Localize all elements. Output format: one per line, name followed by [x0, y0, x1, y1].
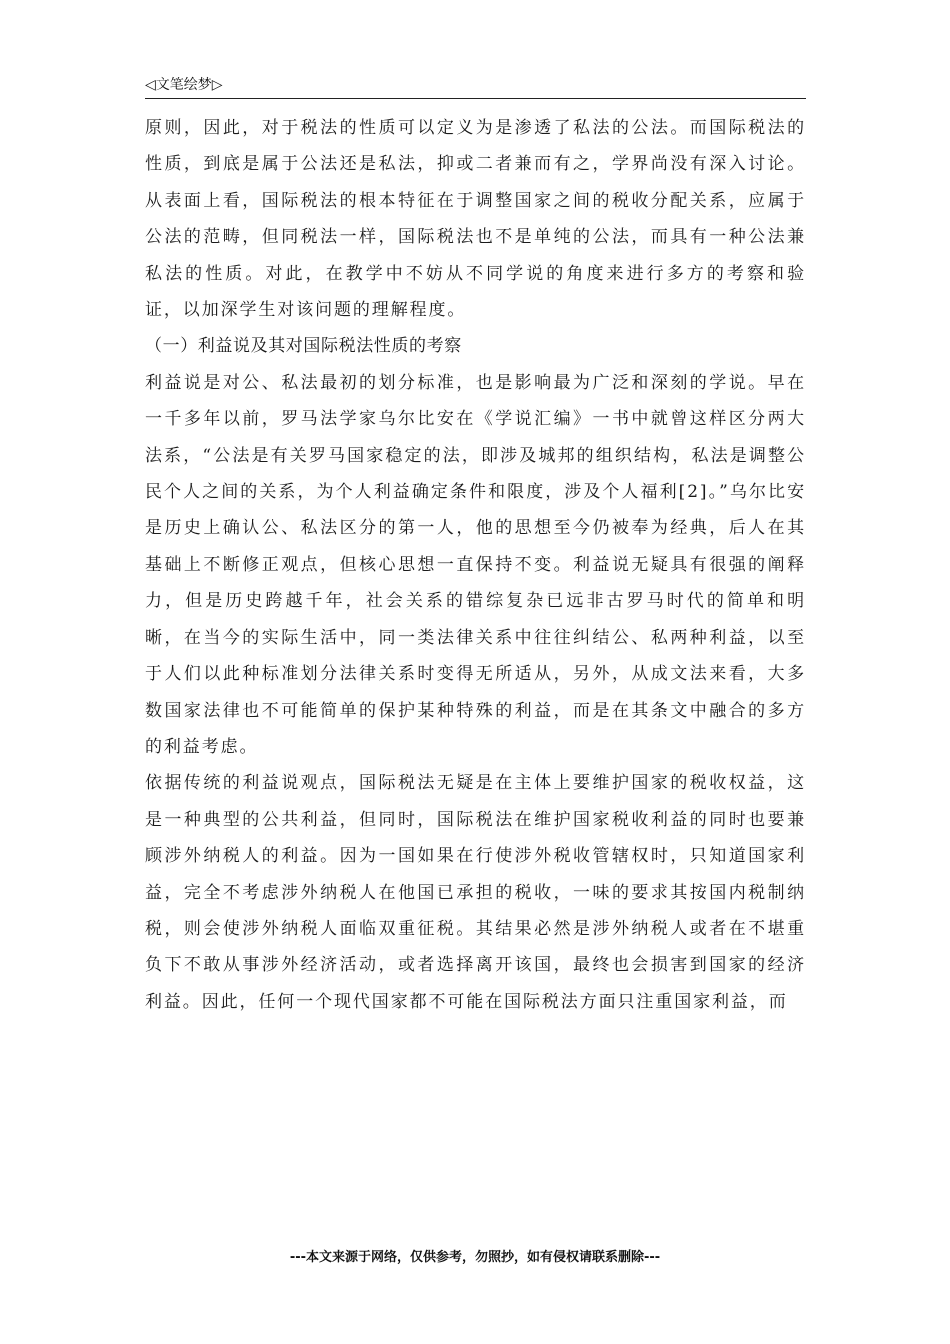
paragraph-legal-nature: 原则，因此，对于税法的性质可以定义为是渗透了私法的公法。而国际税法的性质，到底是属于公法还是私法，抑或二者兼而有之，学界尚没有深入讨论。从表面上看，国际税法的根本特征在于调整国家之间的税收分配关系，应属于公法的范畴，但同税法一样，国际税法也不是单纯的公法，而具有一种公法兼私法的性质。对此，在教学中不妨从不同学说的角度来进行多方的考察和验证，以加深学生对该问题的理解程度。 [145, 118, 806, 321]
paragraph-benefit-theory: 利益说是对公、私法最初的划分标准，也是影响最为广泛和深刻的学说。早在一千多年以前，罗马法学家乌尔比安在《学说汇编》一书中就曾这样区分两大法系，“公法是有关罗马国家稳定的法，即涉及城邦的组织结构，私法是调整公民个人之间的关系，为个人利益确定条件和限度，涉及个人福利[2]。”乌尔比安是历史上确认公、私法区分的第一人，他的思想至今仍被奉为经典，后人在其基础上不断修正观点，但核心思想一直保持不变。利益说无疑具有很强的阐释力，但是历史跨越千年，社会关系的错综复杂已远非古罗马时代的简单和明晰，在当今的实际生活中，同一类法律关系中往往纠结公、私两种利益，以至于人们以此种标准划分法律关系时变得无所适从，另外，从成文法来看，大多数国家法律也不可能简单的保护某种特殊的利益，而是在其条文中融合的多方的利益考虑。 [145, 372, 806, 757]
document-body [145, 110, 806, 1020]
header-title: ◁文笔绘梦▷ [145, 77, 223, 93]
page-footer-notice: ---本文来源于网络，仅供参考，勿照抄，如有侵权请联系删除--- [289, 1250, 661, 1265]
section-heading-benefit-theory: （一）利益说及其对国际税法性质的考察 [145, 336, 462, 357]
paragraph-traditional-view: 依据传统的利益说观点，国际税法无疑是在主体上要维护国家的税收权益，这是一种典型的公共利益，但同时，国际税法在维护国家税收利益的同时也要兼顾涉外纳税人的利益。因为一国如果在行使涉外税收管辖权时，只知道国家利益，完全不考虑涉外纳税人在他国已承担的税收，一味的要求其按国内税制纳税，则会使涉外纳税人面临双重征税。其结果必然是涉外纳税人或者在不堪重负下不敢从事涉外经济活动，或者选择离开该国，最终也会损害到国家的经济利益。因此，任何一个现代国家都不可能在国际税法方面只注重国家利益，而 [145, 773, 806, 1012]
page-header [145, 74, 806, 99]
